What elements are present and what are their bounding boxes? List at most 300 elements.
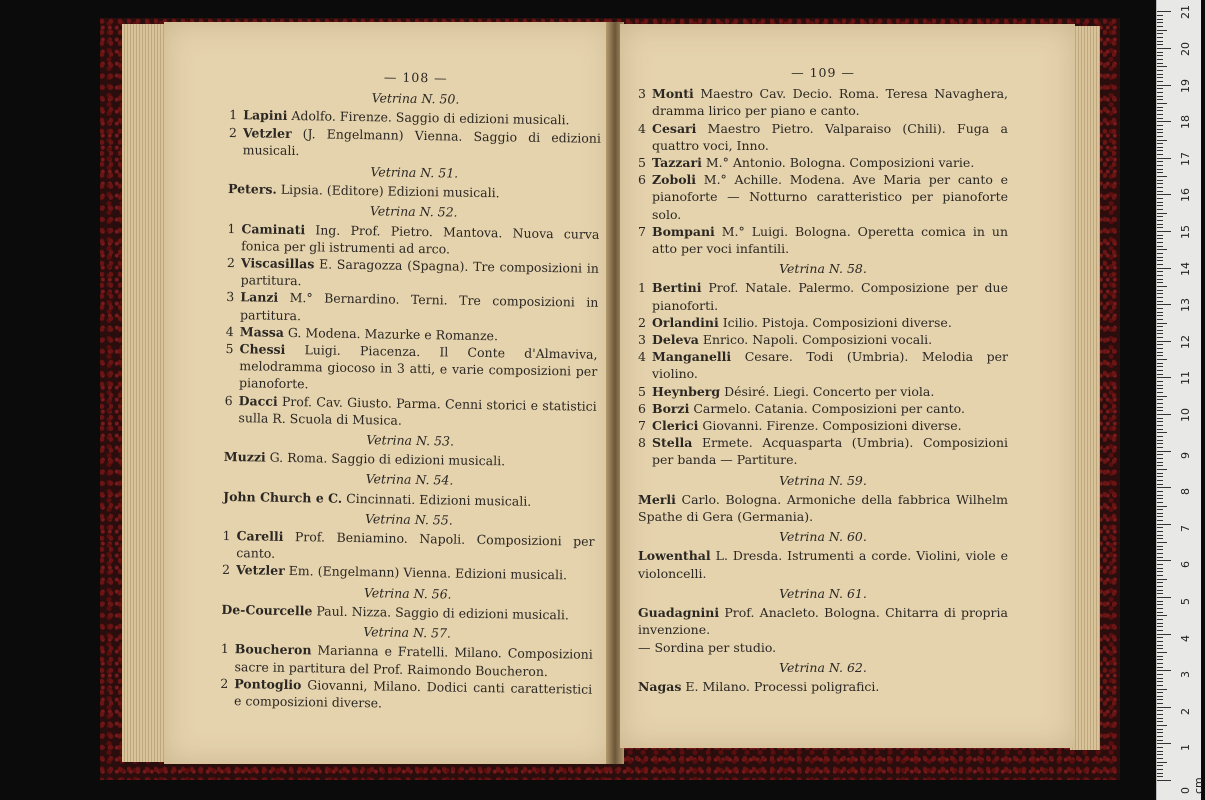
ruler-tick xyxy=(1157,407,1163,408)
ruler-tick xyxy=(1157,575,1163,576)
ruler-tick xyxy=(1157,725,1167,726)
ruler-tick xyxy=(1157,359,1167,360)
ruler-tick xyxy=(1157,231,1171,232)
ruler-tick xyxy=(1157,279,1163,280)
entry-number: 5 xyxy=(225,341,234,357)
ruler-tick xyxy=(1157,66,1167,67)
exhibitor-name: Peters. xyxy=(227,181,277,197)
entry-description: Enrico. Napoli. Composizioni vocali. xyxy=(698,332,933,348)
ruler-tick xyxy=(1157,136,1163,137)
ruler-tick xyxy=(1157,582,1163,583)
ruler-number: 13 xyxy=(1179,298,1192,313)
entry-description: Marianna e Fratelli. Milano. Composizioni sacre in partitura del Prof. Raimondo Boucheron. xyxy=(234,642,593,679)
ruler-tick xyxy=(1157,414,1171,415)
ruler-tick xyxy=(1157,282,1163,283)
ruler-tick xyxy=(1157,769,1163,770)
ruler-tick xyxy=(1157,458,1163,459)
ruler-tick xyxy=(1157,333,1163,334)
ruler-tick xyxy=(1157,564,1163,565)
ruler-tick xyxy=(1157,330,1163,331)
ruler-tick xyxy=(1157,161,1163,162)
ruler-tick xyxy=(1157,495,1163,496)
exhibitor-name: Heynberg xyxy=(652,383,721,399)
exhibitor-name: Nagas xyxy=(638,678,682,694)
ruler-tick xyxy=(1157,780,1171,781)
ruler-tick xyxy=(1157,59,1163,60)
ruler-tick xyxy=(1157,70,1163,71)
ruler-tick xyxy=(1157,88,1163,89)
ruler-tick xyxy=(1157,443,1163,444)
catalog-entry xyxy=(227,254,599,294)
ruler-tick xyxy=(1157,612,1163,613)
ruler-tick xyxy=(1157,619,1163,620)
ruler-tick xyxy=(1157,765,1163,766)
ruler-tick xyxy=(1157,721,1163,722)
catalog-entry xyxy=(226,288,598,328)
exhibitor-name: Lanzi xyxy=(240,289,279,306)
left-page xyxy=(164,22,612,764)
exhibitor-name: Pontoglio xyxy=(234,675,302,692)
left-page-text xyxy=(220,66,602,715)
catalog-entry xyxy=(223,488,595,511)
ruler-number: 12 xyxy=(1179,334,1192,349)
ruler-tick xyxy=(1157,648,1163,649)
catalog-entry xyxy=(228,180,600,203)
vetrina-heading: Vetrina N. 62. xyxy=(779,659,867,675)
ruler-tick xyxy=(1157,191,1163,192)
ruler-tick xyxy=(1157,381,1163,382)
ruler-tick xyxy=(1157,132,1163,133)
vetrina-heading: Vetrina N. 55. xyxy=(364,511,453,528)
catalog-entry xyxy=(638,348,1008,382)
ruler-tick xyxy=(1157,670,1171,671)
ruler-number: 20 xyxy=(1179,42,1192,56)
catalog-entry xyxy=(638,314,1008,331)
entry-description: Maestro Pietro. Valparaiso (Chili). Fuga a quattro voci, Inno. xyxy=(652,120,1008,153)
exhibitor-name: Merli xyxy=(638,491,676,507)
exhibitor-name: Boucheron xyxy=(234,641,312,658)
ruler-tick xyxy=(1157,645,1163,646)
ruler-tick xyxy=(1157,33,1163,34)
ruler-tick xyxy=(1157,692,1163,693)
entry-description: Paul. Nizza. Saggio di edizioni musicali. xyxy=(312,603,570,623)
vetrina-heading: Vetrina N. 61. xyxy=(779,585,867,601)
catalog-entry xyxy=(220,675,592,715)
ruler-number: 17 xyxy=(1179,151,1192,166)
entry-number: 1 xyxy=(222,528,231,544)
ruler-tick xyxy=(1157,707,1171,708)
catalog-entry xyxy=(638,678,1008,695)
ruler-tick xyxy=(1157,546,1163,547)
ruler-tick xyxy=(1157,374,1163,375)
ruler-tick xyxy=(1157,451,1171,452)
ruler-tick xyxy=(1157,663,1163,664)
entry-description: Prof. Beniamino. Napoli. Composizioni per canto. xyxy=(236,528,595,562)
ruler-tick xyxy=(1157,710,1163,711)
exhibitor-name: Vetzler xyxy=(242,124,292,141)
ruler-tick xyxy=(1157,740,1163,741)
ruler-tick xyxy=(1157,681,1163,682)
exhibitor-name: Clerici xyxy=(652,418,699,434)
ruler-tick xyxy=(1157,593,1163,594)
entry-description: Em. (Engelmann) Vienna. Edizioni musicali. xyxy=(284,563,568,583)
ruler-tick xyxy=(1157,337,1163,338)
ruler-number: 21 xyxy=(1179,5,1192,20)
ruler-tick xyxy=(1157,77,1163,78)
ruler-tick xyxy=(1157,440,1163,441)
ruler-tick xyxy=(1157,63,1163,64)
exhibitor-name: Vetzler xyxy=(235,562,285,579)
ruler-tick xyxy=(1157,158,1171,159)
ruler-tick xyxy=(1157,268,1171,269)
catalog-entry xyxy=(227,220,599,260)
ruler-tick xyxy=(1157,176,1167,177)
ruler-tick xyxy=(1157,22,1163,23)
ruler-tick xyxy=(1157,469,1167,470)
entry-number: 2 xyxy=(226,255,235,271)
ruler-tick xyxy=(1157,323,1167,324)
ruler-tick xyxy=(1157,557,1163,558)
ruler-tick xyxy=(1157,370,1163,371)
ruler-tick xyxy=(1157,506,1167,507)
ruler-number: 8 xyxy=(1179,488,1192,496)
page-number: — 109 — xyxy=(791,65,855,80)
page-edges-left xyxy=(122,24,168,762)
catalog-entry xyxy=(638,417,1008,434)
ruler-tick xyxy=(1157,608,1163,609)
entry-number: 1 xyxy=(227,220,236,236)
entry-number: 6 xyxy=(638,400,646,416)
ruler-tick xyxy=(1157,169,1163,170)
entry-description: Giovanni, Milano. Dodici canti caratteristici e composizioni diverse. xyxy=(233,676,593,711)
ruler-tick xyxy=(1157,114,1163,115)
ruler-number: 5 xyxy=(1179,598,1192,605)
catalog-entry xyxy=(638,331,1008,348)
exhibitor-name: Stella xyxy=(652,435,693,451)
ruler-tick xyxy=(1157,491,1163,492)
ruler-tick xyxy=(1157,242,1163,243)
ruler-tick xyxy=(1157,344,1163,345)
ruler-tick xyxy=(1157,674,1163,675)
ruler-number: 3 xyxy=(1179,671,1192,679)
ruler-tick xyxy=(1157,597,1171,598)
ruler-tick xyxy=(1157,418,1163,419)
ruler-tick xyxy=(1157,549,1163,550)
exhibitor-name: John Church e C. xyxy=(223,488,343,506)
entry-number: 2 xyxy=(221,562,231,578)
entry-description: Icilio. Pistoja. Composizioni diverse. xyxy=(718,314,952,330)
ruler-tick xyxy=(1157,462,1163,463)
ruler-tick xyxy=(1157,319,1163,320)
entry-description: Prof. Anacleto. Bologna. Chitarra di propria invenzione. xyxy=(638,605,1008,638)
exhibitor-name: Monti xyxy=(652,86,694,102)
ruler-tick xyxy=(1157,202,1163,203)
ruler-tick xyxy=(1157,762,1167,763)
catalog-entry xyxy=(638,547,1008,581)
vetrina-heading: Vetrina N. 58. xyxy=(779,261,867,277)
ruler-tick xyxy=(1157,30,1167,31)
catalog-entry xyxy=(229,124,601,164)
ruler-tick xyxy=(1157,630,1163,631)
ruler-tick xyxy=(1157,286,1167,287)
measuring-ruler xyxy=(1156,0,1205,800)
ruler-tick xyxy=(1157,513,1163,514)
ruler-tick xyxy=(1157,308,1163,309)
ruler-tick xyxy=(1157,180,1163,181)
ruler-tick xyxy=(1157,553,1163,554)
catalog-entry xyxy=(638,279,1008,313)
exhibitor-name: Carelli xyxy=(236,528,284,544)
ruler-tick xyxy=(1157,194,1171,195)
ruler-tick xyxy=(1157,187,1163,188)
catalog-entry xyxy=(638,434,1008,468)
ruler-number: 7 xyxy=(1179,524,1192,532)
entry-description: Ermete. Acquasparta (Umbria). Composizioni per banda — Partiture. xyxy=(652,435,1008,468)
ruler-tick xyxy=(1157,484,1163,485)
entry-description: G. Roma. Saggio di edizioni musicali. xyxy=(265,449,506,469)
catalog-entry xyxy=(638,383,1008,400)
ruler-tick xyxy=(1157,11,1171,12)
ruler-tick xyxy=(1157,103,1167,104)
exhibitor-name: Caminati xyxy=(241,220,306,237)
entry-description: Maestro Cav. Decio. Roma. Teresa Navaghera, dramma lirico per piano e canto. xyxy=(652,86,1008,119)
exhibitor-name: Tazzari xyxy=(652,155,702,171)
vetrina-heading: Vetrina N. 60. xyxy=(779,529,867,545)
catalog-entry xyxy=(638,491,1008,525)
ruler-number: 16 xyxy=(1179,188,1192,203)
ruler-tick xyxy=(1157,183,1163,184)
exhibitor-name: Massa xyxy=(239,324,285,340)
ruler-tick xyxy=(1157,129,1163,130)
ruler-tick xyxy=(1157,571,1163,572)
exhibitor-name: Chessi xyxy=(239,341,286,357)
catalog-entry xyxy=(638,171,1008,223)
entry-description: L. Dresda. Istrumenti a corde. Violini, viole e violoncelli. xyxy=(638,548,1008,581)
entry-description: E. Milano. Processi poligrafici. xyxy=(681,678,880,694)
ruler-tick xyxy=(1157,301,1163,302)
ruler-tick xyxy=(1157,48,1171,49)
ruler-tick xyxy=(1157,154,1163,155)
entry-description: Luigi. Piacenza. Il Conte d'Almaviva, melodramma giocoso in 3 atti, e varie composizioni per pianoforte. xyxy=(238,341,598,392)
entry-number: 5 xyxy=(638,383,646,399)
entry-description: M.° Luigi. Bologna. Operetta comica in un atto per voci infantili. xyxy=(652,223,1008,257)
ruler-number: 10 xyxy=(1179,408,1192,422)
ruler-tick xyxy=(1157,538,1163,539)
ruler-tick xyxy=(1157,527,1163,528)
ruler-tick xyxy=(1157,447,1163,448)
vetrina-heading: Vetrina N. 57. xyxy=(363,624,452,641)
vetrina-heading: Vetrina N. 56. xyxy=(363,584,452,602)
ruler-tick xyxy=(1157,696,1163,697)
ruler-tick xyxy=(1157,476,1163,477)
ruler-tick xyxy=(1157,213,1167,214)
catalog-entry xyxy=(638,223,1008,257)
ruler-tick xyxy=(1157,110,1163,111)
ruler-tick xyxy=(1157,542,1167,543)
ruler-tick xyxy=(1157,41,1163,42)
ruler-tick xyxy=(1157,502,1163,503)
ruler-tick xyxy=(1157,220,1163,221)
ruler-tick xyxy=(1157,312,1163,313)
ruler-tick xyxy=(1157,172,1163,173)
catalog-entry xyxy=(224,448,596,471)
vetrina-heading: Vetrina N. 52. xyxy=(369,203,458,221)
ruler-tick xyxy=(1157,703,1163,704)
entry-description: Prof. Natale. Palermo. Composizione per due pianoforti. xyxy=(652,280,1008,313)
ruler-tick xyxy=(1157,615,1167,616)
exhibitor-name: Bertini xyxy=(652,280,702,296)
catalog-entry xyxy=(638,154,1008,171)
right-page-text xyxy=(638,64,1008,695)
right-page xyxy=(620,24,1075,748)
ruler-tick xyxy=(1157,579,1167,580)
ruler-number: 11 xyxy=(1179,371,1192,386)
ruler-tick xyxy=(1157,85,1171,86)
ruler-tick xyxy=(1157,498,1163,499)
ruler-tick xyxy=(1157,363,1163,364)
ruler-tick xyxy=(1157,637,1163,638)
ruler-number: 15 xyxy=(1179,225,1192,239)
ruler-tick xyxy=(1157,743,1171,744)
entry-number: 4 xyxy=(638,349,646,365)
entry-number: 3 xyxy=(226,289,235,305)
entry-description: M.° Achille. Modena. Ave Maria per canto e pianoforte — Notturno caratteristico per pianoforte solo. xyxy=(652,172,1008,222)
entry-description: M.° Bernardino. Terni. Tre composizioni in partitura. xyxy=(239,290,599,323)
ruler-tick xyxy=(1157,634,1171,635)
catalog-entry xyxy=(638,400,1008,417)
ruler-number: 4 xyxy=(1179,634,1192,642)
ruler-tick xyxy=(1157,304,1171,305)
catalog-entry xyxy=(638,639,1008,656)
entry-description: — Sordina per studio. xyxy=(638,639,777,655)
ruler-tick xyxy=(1157,480,1163,481)
ruler-tick xyxy=(1157,685,1163,686)
ruler-tick xyxy=(1157,19,1163,20)
ruler-tick xyxy=(1157,125,1163,126)
ruler-tick xyxy=(1157,626,1163,627)
ruler-tick xyxy=(1157,396,1167,397)
ruler-tick xyxy=(1157,568,1163,569)
ruler-tick xyxy=(1157,403,1163,404)
ruler-tick xyxy=(1157,747,1163,748)
catalog-entry xyxy=(638,120,1008,154)
vetrina-heading: Vetrina N. 59. xyxy=(779,472,867,488)
ruler-tick xyxy=(1157,667,1163,668)
ruler-tick xyxy=(1157,432,1167,433)
entry-description: Carmelo. Catania. Composizioni per canto. xyxy=(689,400,965,416)
ruler-tick xyxy=(1157,355,1163,356)
ruler-tick xyxy=(1157,348,1163,349)
exhibitor-name: Guadagnini xyxy=(638,605,720,621)
ruler-tick xyxy=(1157,326,1163,327)
ruler-tick xyxy=(1157,249,1167,250)
ruler-number: 14 xyxy=(1179,261,1192,276)
ruler-number: 19 xyxy=(1179,78,1192,93)
ruler-tick xyxy=(1157,436,1163,437)
ruler-tick xyxy=(1157,773,1163,774)
ruler-tick xyxy=(1157,516,1163,517)
ruler-tick xyxy=(1157,689,1167,690)
exhibitor-name: Lapini xyxy=(243,107,288,124)
exhibitor-name: Zoboli xyxy=(652,172,697,188)
ruler-tick xyxy=(1157,227,1163,228)
exhibitor-name: Lowenthal xyxy=(638,548,711,564)
entry-description: (J. Engelmann) Vienna. Saggio di edizioni musicali. xyxy=(242,125,602,158)
ruler-tick xyxy=(1157,388,1163,389)
ruler-tick xyxy=(1157,377,1171,378)
catalog-entry xyxy=(222,527,594,567)
ruler-tick xyxy=(1157,641,1163,642)
ruler-tick xyxy=(1157,454,1163,455)
ruler-tick xyxy=(1157,257,1163,258)
exhibitor-name: Borzi xyxy=(652,400,690,416)
ruler-tick xyxy=(1157,473,1163,474)
ruler-tick xyxy=(1157,260,1163,261)
catalog-entry xyxy=(638,85,1008,119)
exhibitor-name: Manganelli xyxy=(652,349,732,365)
entry-number: 3 xyxy=(638,86,646,102)
ruler-tick xyxy=(1157,209,1163,210)
vetrina-heading: Vetrina N. 54. xyxy=(365,471,454,489)
ruler-tick xyxy=(1157,341,1171,342)
ruler-tick xyxy=(1157,81,1163,82)
ruler-tick xyxy=(1157,99,1163,100)
ruler-tick xyxy=(1157,729,1163,730)
ruler-tick xyxy=(1157,52,1163,53)
ruler-tick xyxy=(1157,678,1163,679)
ruler-tick xyxy=(1157,586,1163,587)
ruler-tick xyxy=(1157,736,1163,737)
ruler-tick xyxy=(1157,754,1163,755)
vetrina-heading: Vetrina N. 51. xyxy=(370,164,459,181)
vetrina-heading: Vetrina N. 50. xyxy=(371,90,460,107)
entry-number: 1 xyxy=(638,280,646,296)
ruler-tick xyxy=(1157,758,1163,759)
ruler-tick xyxy=(1157,421,1163,422)
entry-number: 6 xyxy=(638,172,646,188)
entry-description: Ing. Prof. Pietro. Mantova. Nuova curva fonica per gli istrumenti ad arco. xyxy=(241,221,600,257)
ruler-tick xyxy=(1157,487,1171,488)
ruler-tick xyxy=(1157,531,1163,532)
catalog-entry xyxy=(220,640,592,680)
entry-description: M.° Antonio. Bologna. Composizioni varie. xyxy=(701,155,975,171)
ruler-tick xyxy=(1157,659,1163,660)
ruler-tick xyxy=(1157,271,1163,272)
ruler-tick xyxy=(1157,55,1163,56)
ruler-tick xyxy=(1157,776,1163,777)
ruler-tick xyxy=(1157,560,1171,561)
entry-number: 8 xyxy=(638,435,646,451)
ruler-tick xyxy=(1157,264,1163,265)
ruler-tick xyxy=(1157,399,1163,400)
entry-number: 1 xyxy=(220,641,229,657)
ruler-tick xyxy=(1157,366,1163,367)
exhibitor-name: Deleva xyxy=(652,332,699,348)
ruler-tick xyxy=(1157,604,1163,605)
entry-description: Prof. Cav. Giusto. Parma. Cenni storici e statistici sulla R. Scuola di Musica. xyxy=(238,393,597,428)
ruler-tick xyxy=(1157,718,1163,719)
ruler-number: 2 xyxy=(1179,707,1192,715)
entry-number: 2 xyxy=(228,124,238,140)
ruler-number: 6 xyxy=(1179,561,1192,569)
ruler-tick xyxy=(1157,275,1163,276)
ruler-tick xyxy=(1157,15,1163,16)
catalog-entry xyxy=(638,604,1008,638)
entry-number: 7 xyxy=(638,223,646,239)
entry-description: Lipsia. (Editore) Edizioni musicali. xyxy=(276,181,500,201)
ruler-tick xyxy=(1157,235,1163,236)
ruler-tick xyxy=(1157,290,1163,291)
